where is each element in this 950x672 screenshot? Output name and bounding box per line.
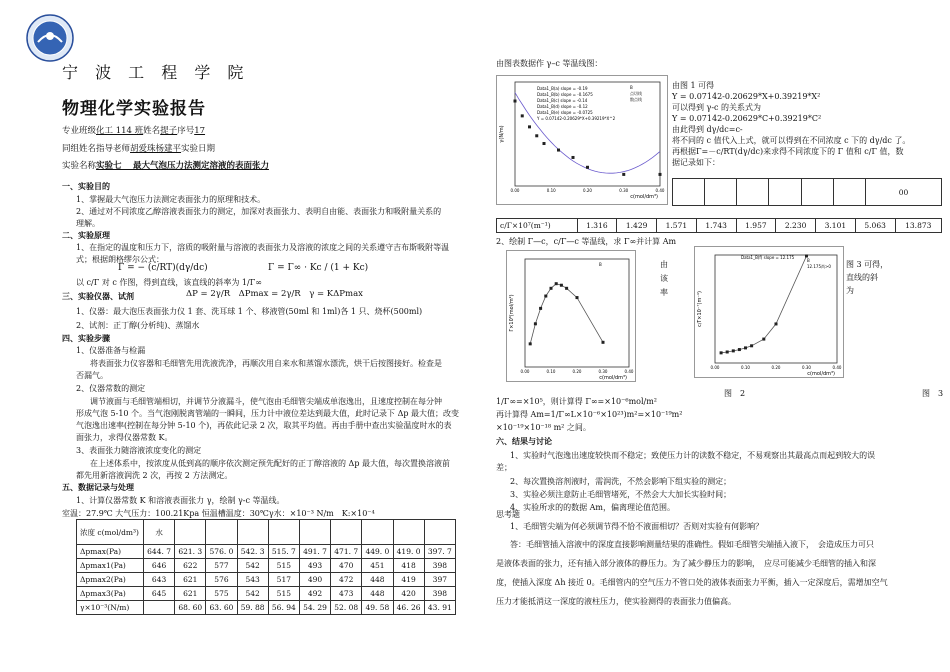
fit-text-line: 据记录如下： [672, 158, 720, 167]
section-2-text-3: 以 c/Γ 对 c 作图，得到直线，该直线的斜率为 1/Γ∞ [76, 278, 262, 287]
data-point [535, 134, 538, 137]
table-cell [833, 179, 865, 206]
table-cell: 449. 0 [362, 545, 393, 559]
table-cell [801, 179, 833, 206]
table-cell: 515 [268, 587, 299, 601]
plot-frame [715, 255, 837, 363]
x-tick-label: 0.30 [619, 188, 629, 193]
table-cell [144, 601, 175, 615]
table-cell: 515 [268, 559, 299, 573]
table-cell: 5.063 [855, 219, 895, 233]
info-line-1: 专业班级化工 114 班姓名提子序号17 [62, 126, 206, 136]
legend-entry: 12.175尚>0 [807, 264, 831, 269]
table-cell: 1.316 [577, 219, 617, 233]
table-cell: 517 [268, 573, 299, 587]
table-cell: 471. 7 [331, 545, 362, 559]
x-tick-label: 0.10 [546, 369, 556, 374]
legend-entry: B [630, 85, 633, 90]
table-cell: 643 [144, 573, 175, 587]
table-cell: 646 [144, 559, 175, 573]
calc-line-1: 1/Γ∞=×10⁵，则计算得 Γ∞=×10⁻⁶mol/m² [496, 397, 658, 406]
table-cell: 576 [206, 573, 237, 587]
x-tick-label: 0.30 [598, 369, 608, 374]
section-4-line-9: 3、表面张力随溶液浓度变化的测定 [76, 446, 202, 455]
data-point [720, 351, 723, 354]
fit-text-line: Y = 0.07142-0.20629*X+0.39219*X² [672, 92, 821, 101]
data-point [659, 173, 662, 176]
annotation: Data1_B(c) slope = -0.14 [537, 98, 588, 103]
data-point [560, 284, 563, 287]
table-cell: 448 [362, 573, 393, 587]
row-label: Δpmax2(Pa) [77, 573, 144, 587]
table-cell: 397 [424, 573, 455, 587]
data-point [750, 344, 753, 347]
info-line-2: 同组姓名指导老师胡爱珠杨建平实验日期 [62, 144, 216, 154]
table-cell: 621 [175, 587, 206, 601]
data-point [550, 287, 553, 290]
table-row [77, 545, 456, 559]
row-label: Δpmax(Pa) [77, 545, 144, 559]
section-4-line-4: 2、仪器常数的测定 [76, 384, 146, 393]
side-note-line: 为 [846, 286, 854, 295]
table-cell: 46. 26 [393, 601, 424, 615]
school-name: 宁 波 工 程 学 院 [62, 63, 250, 82]
table-cell: 451 [362, 559, 393, 573]
series-line [530, 284, 603, 344]
table-cell: 621. 3 [175, 545, 206, 559]
section-2-heading: 二、实验原理 [62, 230, 110, 240]
x-tick-label: 0.00 [520, 369, 530, 374]
section-4-heading: 四、实验步骤 [62, 333, 110, 343]
x-tick-label: 0.40 [832, 365, 842, 370]
legend-entry: 点切线 [630, 91, 642, 96]
side-note [660, 258, 668, 300]
section-6-item: 1、实验时气泡逸出速度较快而不稳定；致使压力计的读数不稳定，不易观察出其最高点而起到较大的误 [510, 451, 876, 460]
table-cell: 621 [175, 573, 206, 587]
table-cell: 542 [237, 587, 268, 601]
data-point [775, 322, 778, 325]
x-axis-label: c(mol/dm³) [807, 371, 835, 377]
section-6-item: 差； [496, 463, 512, 472]
table-cell: 63. 60 [206, 601, 237, 615]
data-point [726, 350, 729, 353]
data-point [555, 282, 558, 285]
section-4-line-3: 否漏气。 [76, 371, 108, 380]
data-point [732, 349, 735, 352]
table-cell [673, 179, 705, 206]
x-tick-label: 0.20 [583, 188, 592, 193]
formula-gibbs: Γ = − (c/RT)(dγ/dc) [118, 263, 208, 273]
section-6-heading: 六、结果与讨论 [496, 436, 552, 446]
data-point [572, 156, 575, 159]
section-5-heading: 五、数据记录与处理 [62, 482, 134, 492]
x-axis-label: c(mol/dm³) [630, 194, 658, 200]
table-cell: 54. 29 [299, 601, 330, 615]
data-point [602, 341, 605, 344]
table-cell: 13.873 [895, 219, 941, 233]
section-1-item-2: 2、通过对不同浓度乙醇溶液表面张力的测定，加深对表面张力、表明自由能、表面张力和吸附量关系的 [76, 207, 442, 216]
section-4-line-2: 将表面张力仪容器和毛细管先用洗液洗净，再顺次用自来水和蒸馏水漂洗，烘干后按图接好。检查是 [90, 359, 442, 368]
section-1-item-3: 理解。 [76, 219, 100, 228]
table-row [77, 587, 456, 601]
answer-line: 是液体表面的张力，还有插入部分液体的静压力。为了减少静压力的影响， 应尽可能减少毛细管的插入和深 [496, 559, 876, 568]
table-cell: 52. 08 [331, 601, 362, 615]
table-header-cell [331, 520, 362, 545]
table-header-cell [393, 520, 424, 545]
table-cell [705, 179, 737, 206]
table-cell: 490 [299, 573, 330, 587]
table-cell: 542 [237, 559, 268, 573]
data-point [565, 287, 568, 290]
answer-line: 压力才能抵消这一深度的液柱压力，使实验测得的表面张力值偏高。 [496, 597, 736, 606]
table-cell: 43. 91 [424, 601, 455, 615]
table-cell: 1.957 [736, 219, 776, 233]
table-cell: 419 [393, 573, 424, 587]
x-axis-label: c(mol/dm³) [599, 375, 627, 381]
chart-c-over-gamma-svg [695, 247, 843, 377]
table-cell: 543 [237, 573, 268, 587]
side-note-line: 由 [660, 260, 668, 269]
table-cell: 56. 94 [268, 601, 299, 615]
table-cell: 68. 60 [175, 601, 206, 615]
section-4-line-10: 在上述体系中，按浓度从低到高的顺序依次测定预先配好的正丁醇溶液的 Δp 最大值，每次置换溶液前 [90, 459, 450, 468]
data-point [586, 166, 589, 169]
table-cell: 644. 7 [144, 545, 175, 559]
legend-entry: 散点线 [630, 97, 642, 102]
room-conditions: 室温：27.9℃ 大气压力：100.21Kpa 恒温槽温度：30℃γ水：×10⁻³ N/m K:×10⁻⁴ [62, 509, 375, 518]
plot-frame [525, 259, 629, 367]
y-axis-label: γ(N/m) [499, 125, 505, 143]
section-3-heading: 三、实验仪器、试剂 [62, 291, 134, 301]
data-point [543, 142, 546, 145]
table-cell: 2.230 [776, 219, 816, 233]
section-3-item-2: 2、试剂：正丁醇(分析纯)、蒸馏水 [76, 321, 200, 330]
section-4-line-7: 气泡逸出速率(控制在每分钟 5-10 个)，再依此记录 2 次，取其平均值。再由手册中查出实验温度时水的表 [76, 421, 452, 430]
table-cell: 1.571 [657, 219, 697, 233]
annotation: Data1_B(d) slope = -0.12 [537, 104, 588, 109]
section-4-line-11: 都先用新溶液润洗 2 次，再按 2 方法测定。 [76, 471, 233, 480]
x-tick-label: 0.30 [802, 365, 811, 370]
table-cell: 1.743 [696, 219, 736, 233]
annotation: Data1_B(e) slope = -0.0725 [537, 110, 593, 115]
table-cell: 418 [393, 559, 424, 573]
y-axis-label: c/Γ×10⁻⁷(m⁻¹) [697, 291, 703, 327]
table-header-cell [237, 520, 268, 545]
side-note-line: 图 3 可得， [846, 260, 889, 269]
row-label: c/Γ×10⁷(m⁻¹) [497, 219, 578, 233]
fit-text-block [672, 80, 942, 168]
section-6-item: 4、实验所求的的数据 Am，偏离理论值范围。 [510, 503, 675, 512]
table-header-cell [175, 520, 206, 545]
table-cell: 575 [206, 587, 237, 601]
think-heading: 思考题 [496, 510, 520, 519]
calc-line-2: 再计算得 Am=1/Γ∞L×10⁻⁶×10²³)m²=×10⁻¹⁹m² [496, 410, 683, 419]
formula-langmuir: Γ = Γ∞ · Kc / (1 + Kc) [268, 263, 369, 273]
table-header-cell [362, 520, 393, 545]
x-tick-label: 0.20 [771, 365, 781, 370]
table-cell: 622 [175, 559, 206, 573]
section-4-line-1: 1、仪器准备与检漏 [76, 346, 146, 355]
side-note-line: 直线的斜 [846, 273, 878, 282]
data-point [762, 338, 765, 341]
table-cell: 420 [393, 587, 424, 601]
annotation: Y = 0.07142-0.20629*X+0.39219*X^2 [537, 116, 616, 121]
data-point [557, 149, 560, 152]
table-cell: 492 [299, 587, 330, 601]
fit-text-line: 由图 1 可得 [672, 81, 715, 90]
section-6-item: 3、实验必须注意防止毛细管堵死，不然会大大加长实验时间； [510, 490, 732, 499]
section-4-line-8: 面张力，求得仪器常数 K。 [76, 433, 173, 442]
table-cell: 49. 58 [362, 601, 393, 615]
table-cell: 645 [144, 587, 175, 601]
data-point [528, 125, 531, 128]
section-1-heading: 一、实验目的 [62, 181, 110, 191]
table-cell: 472 [331, 573, 362, 587]
data-point [514, 100, 517, 103]
c-gamma-table [672, 178, 942, 206]
annotation: Data1_B(a) slope = -0.19 [537, 86, 588, 91]
table-row [77, 573, 456, 587]
calc-line-3: ×10⁻¹⁹×10⁻¹⁸ m² 之间。 [496, 423, 591, 432]
formula-pressure: ΔP = 2γ/R ΔPmax = 2γ/R γ = KΔPmax [186, 289, 363, 299]
section-2-text-1: 1、在指定的温度和压力下，溶质的吸附量与溶液的表面张力及溶液的浓度之间的关系遵守吉布斯吸附等温 [76, 243, 450, 252]
answer-line: 度，使插入深度 Δh 接近 0。毛细管内的空气压力不管口处的液体表面张力平衡，插入一定深度后，需增加空气 [496, 578, 888, 587]
section-4-line-6: 形成气泡 5-10 个。当气泡刚脱离管端的一瞬间，压力计中液位差达到最大值，此时记录下 Δp 最大值；改变 [76, 409, 460, 418]
table-row [497, 219, 942, 233]
section-2-text-2: 式；根据朗格缪尔公式： [76, 255, 164, 264]
x-tick-label: 0.00 [510, 188, 520, 193]
table-cell: 398 [424, 559, 455, 573]
figure-3-caption: 图 3 [922, 389, 944, 398]
pressure-table [76, 519, 456, 615]
fit-text-line: 将不同的 c 值代入上式，就可以得到在不同浓度 c 下的 dγ/dc 了。 [672, 136, 911, 145]
table-cell: 419. 0 [393, 545, 424, 559]
data-point [622, 173, 625, 176]
table-row [77, 601, 456, 615]
table-header-cell: 水 [144, 520, 175, 545]
chart-c-over-gamma [694, 246, 844, 378]
table-cell: 398 [424, 587, 455, 601]
report-title: 物理化学实验报告 [62, 99, 206, 119]
table-cell [737, 179, 769, 206]
row-label: γ×10⁻³(N/m) [77, 601, 144, 615]
table-cell: 397. 7 [424, 545, 455, 559]
data-point [529, 342, 532, 345]
annotation: Data1_B(f) slope = 12.175 [741, 255, 795, 260]
table-cell: 542. 3 [237, 545, 268, 559]
fit-text-line: 再根据Γ=－c/RT(dγ/dc)来求得不同浓度下的 Γ 值和 c/Γ 值，数 [672, 147, 904, 156]
section-4-line-5: 调节液面与毛细管端相切，并调节分液漏斗，使气泡由毛细管尖端成单泡逸出，且速度控制在每分钟 [90, 397, 442, 406]
table-cell: 448 [362, 587, 393, 601]
table-row [673, 179, 942, 206]
x-tick-label: 0.40 [624, 369, 634, 374]
table-cell: 577 [206, 559, 237, 573]
data-point [539, 307, 542, 310]
answer-line: 答：毛细管插入溶液中的深度直接影响测量结果的准确性。假如毛细管尖端插入液下， 会造成压力可只 [510, 540, 874, 549]
x-tick-label: 0.40 [655, 188, 665, 193]
plot-instruction: 2、绘制 Γ—c，c/Γ—c 等温线，求 Γ∞并计算 Am [496, 237, 677, 246]
row-label: Δpmax3(Pa) [77, 587, 144, 601]
chart-gamma-c [496, 75, 668, 205]
section-6-item: 2、每次置换溶剂液时，需润洗，不然会影响下组实验的测定； [510, 477, 732, 486]
table-cell: 3.101 [816, 219, 856, 233]
side-note-2 [846, 258, 888, 297]
table-cell: 470 [331, 559, 362, 573]
data-point [544, 295, 547, 298]
fit-text-line: 由此得到 dγ/dc=c- [672, 125, 743, 134]
y-axis-label: Γ×10⁶(mol/m²) [509, 294, 515, 332]
right-intro: 由图表数据作 γ–c 等温线图： [496, 59, 603, 68]
table-header-cell [206, 520, 237, 545]
table-cell: 515. 7 [268, 545, 299, 559]
table-cell: 1.429 [617, 219, 657, 233]
table-row [77, 559, 456, 573]
data-point [521, 114, 524, 117]
x-tick-label: 0.00 [710, 365, 720, 370]
annotation: Data1_B(b) slope = -0.1675 [537, 92, 593, 97]
x-tick-label: 0.10 [546, 188, 556, 193]
table-row [77, 520, 456, 545]
legend-entry: B [599, 262, 602, 267]
data-point [744, 346, 747, 349]
table-header-cell: 浓度 c(mol/dm³) [77, 520, 144, 545]
table-cell: 493 [299, 559, 330, 573]
fit-text-line: 可以得到 γ-c 的关系式为 [672, 103, 762, 112]
chart-gamma-c-svg [497, 76, 667, 204]
section-1-item-1: 1、掌握最大气泡压力法测定表面张力的原理和技术。 [76, 195, 266, 204]
question-1: 1、毛细管尖端为何必须调节得不恰不液面相切？否则对实验有何影响？ [510, 522, 764, 531]
data-point [738, 348, 741, 351]
figure-2-caption: 图 2 [724, 389, 746, 398]
row-label: Δpmax1(Pa) [77, 559, 144, 573]
table-cell: 00 [865, 179, 941, 206]
data-point [576, 296, 579, 299]
info-line-3: 实验名称实验七 最大气泡压力法测定溶液的表面张力 [62, 161, 269, 171]
side-note-line: 率 [660, 288, 668, 297]
table-cell: 473 [331, 587, 362, 601]
table-header-cell [268, 520, 299, 545]
side-note-line: 该 [660, 274, 668, 283]
chart-gamma-excess [506, 250, 636, 382]
x-tick-label: 0.20 [572, 369, 582, 374]
section-5-item-1: 1、计算仪器常数 K 和溶液表面张力 γ，绘制 γ-c 等温线。 [76, 496, 285, 505]
data-point [534, 322, 537, 325]
fit-text-line: Y = 0.07142-0.20629*C+0.39219*C² [672, 114, 822, 123]
chart-gamma-excess-svg [507, 251, 635, 381]
table-cell: 491. 7 [299, 545, 330, 559]
table-cell: 59. 88 [237, 601, 268, 615]
table-cell: 576. 0 [206, 545, 237, 559]
section-3-item-1: 1、仪器：最大泡压表面张力仪 1 套、洗耳球 1 个、移液管(50ml 和 1ml)各 1 只、烧杯(500ml) [76, 307, 423, 316]
legend-entry: B [807, 258, 810, 263]
school-logo [26, 14, 74, 62]
c-gamma-row-table [496, 218, 942, 233]
x-tick-label: 0.10 [741, 365, 750, 370]
table-header-cell [299, 520, 330, 545]
table-cell [769, 179, 801, 206]
table-header-cell [424, 520, 455, 545]
